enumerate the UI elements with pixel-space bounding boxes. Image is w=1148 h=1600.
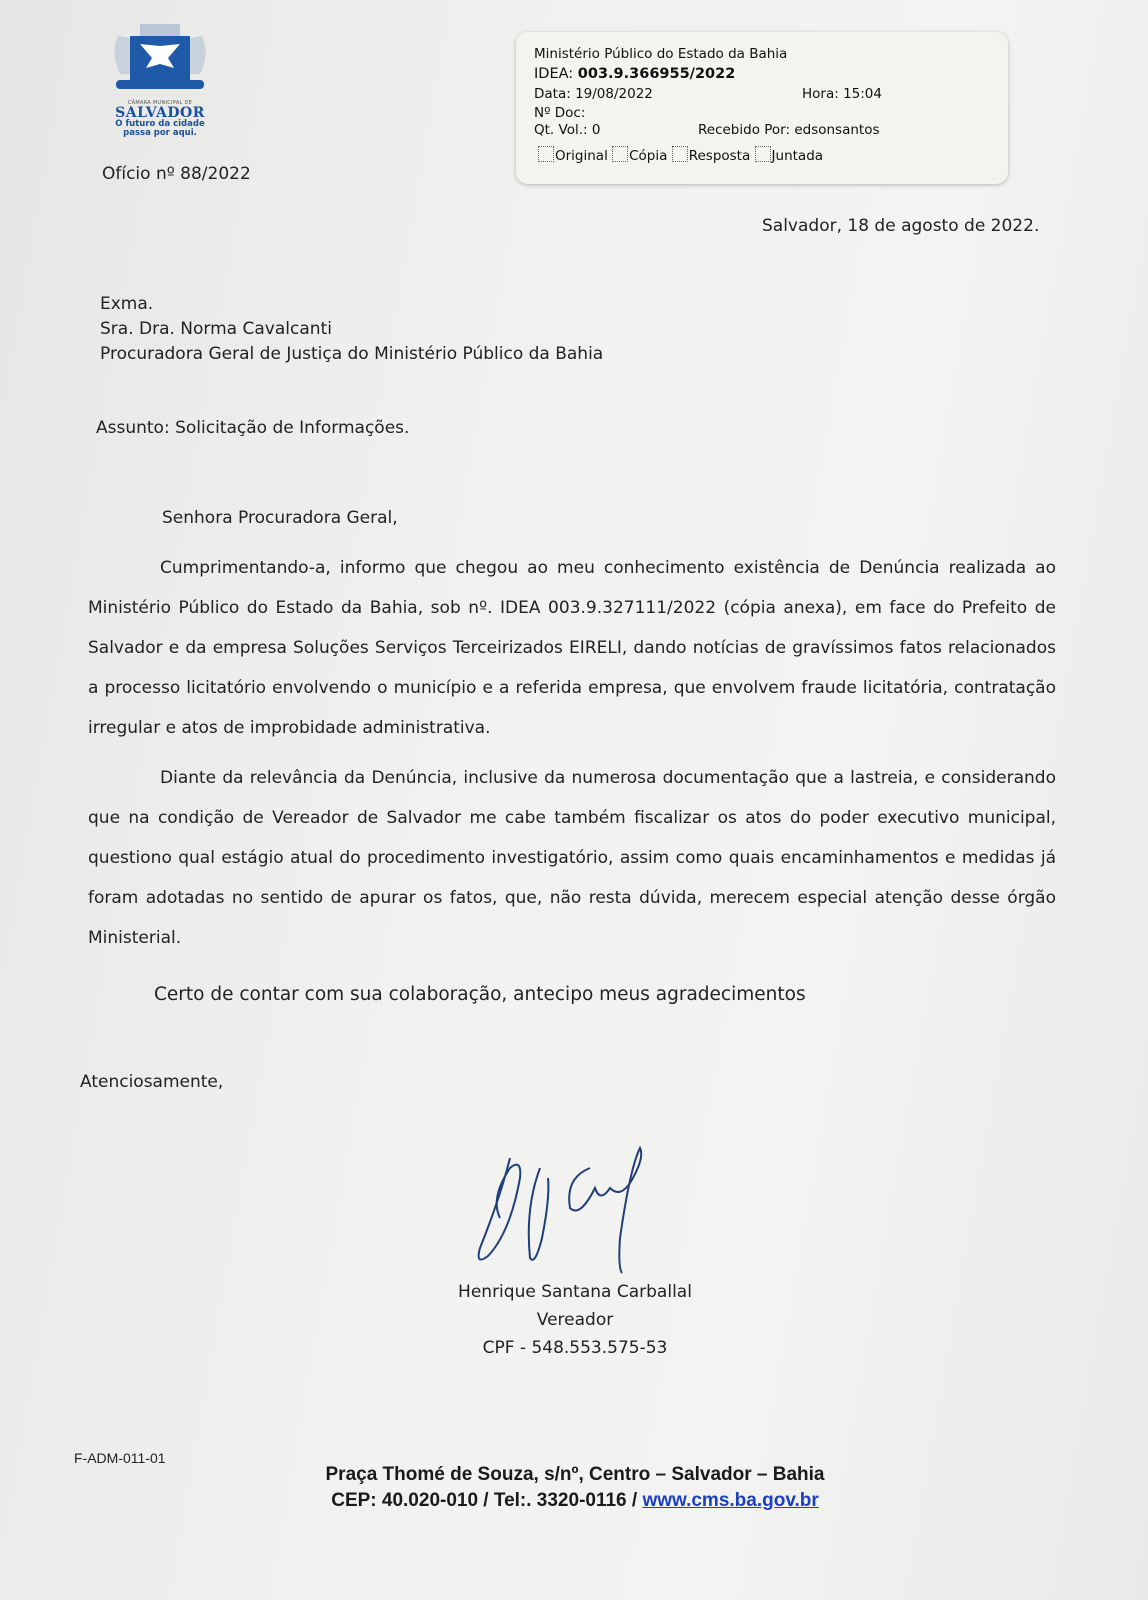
stamp-checkboxes: Original Cópia Resposta Juntada xyxy=(538,146,823,164)
stamp-received-by: Recebido Por: edsonsantos xyxy=(698,122,880,138)
signature xyxy=(470,1138,680,1278)
checkbox-juntada xyxy=(755,146,771,162)
stamp-org: Ministério Público do Estado da Bahia xyxy=(534,46,788,62)
body-paragraph: Diante da relevância da Denúncia, inclusive da numerosa documentação que a lastreia, e considerando que na condição de Vereador de Salvador me cabe também fiscalizar os atos do poder executivo municipal, questiono qual estágio atual do procedimento investigatório, assim como quais encaminhamentos e medidas já foram adotadas no sentido de apurar os fatos, que, não resta dúvida, merecem especial atenção desse órgão Ministerial. xyxy=(88,768,1056,948)
letterhead-logo: CÂMARA MUNICIPAL DE SALVADOR O futuro da cidade passa por aqui. xyxy=(108,24,212,138)
salutation: Senhora Procuradora Geral, xyxy=(162,508,398,528)
checkbox-copia xyxy=(612,146,628,162)
closing-line: Certo de contar com sua colaboração, antecipo meus agradecimentos xyxy=(154,984,806,1005)
footer-address: Praça Thomé de Souza, s/nº, Centro – Salvador – Bahia xyxy=(325,1464,825,1485)
signer-block xyxy=(420,1278,730,1362)
stamp-doc-number: Nº Doc: xyxy=(534,105,586,121)
closing: Atenciosamente, xyxy=(80,1072,224,1092)
form-code: F-ADM-011-01 xyxy=(74,1450,166,1466)
signer-cpf: CPF - 548.553.575-53 xyxy=(482,1338,668,1358)
subject: Assunto: Solicitação de Informações. xyxy=(96,418,410,438)
protocol-stamp xyxy=(516,32,1008,184)
stamp-time: Hora: 15:04 xyxy=(802,86,882,102)
stamp-idea: IDEA: 003.9.366955/2022 xyxy=(534,66,736,82)
recipient-block: Exma. Sra. Dra. Norma Cavalcanti Procuradora Geral de Justiça do Ministério Público da Bahia xyxy=(100,294,604,364)
place-date: Salvador, 18 de agosto de 2022. xyxy=(762,216,1040,236)
stamp-date: Data: 19/08/2022 xyxy=(534,86,653,102)
oficio-number: Ofício nº 88/2022 xyxy=(102,164,251,184)
signer-role: Vereador xyxy=(536,1310,614,1330)
body-paragraph: Cumprimentando-a, informo que chegou ao meu conhecimento existência de Denúncia realizada ao Ministério Público do Estado da Bahia, sob nº. IDEA 003.9.327111/2022 (cópia anexa), em face do Prefeito de Salvador e da empresa Soluções Serviços Terceirizados EIRELI, dando notícias de gravíssimos fatos relacionados a processo licitatório envolvendo o município e a referida empresa, que envolvem fraude licitatória, contratação irregular e atos de improbidade administrativa. xyxy=(88,558,1056,738)
checkbox-original xyxy=(538,146,554,162)
footer-contact: CEP: 40.020-010 / Tel:. 3320-0116 / www.cms.ba.gov.br xyxy=(331,1490,819,1511)
letter-body xyxy=(88,548,1056,968)
coat-of-arms-icon xyxy=(110,24,210,96)
signer-name: Henrique Santana Carballal xyxy=(458,1282,692,1302)
stamp-volume: Qt. Vol.: 0 xyxy=(534,122,601,138)
website-link[interactable]: www.cms.ba.gov.br xyxy=(642,1490,819,1511)
checkbox-resposta xyxy=(672,146,688,162)
